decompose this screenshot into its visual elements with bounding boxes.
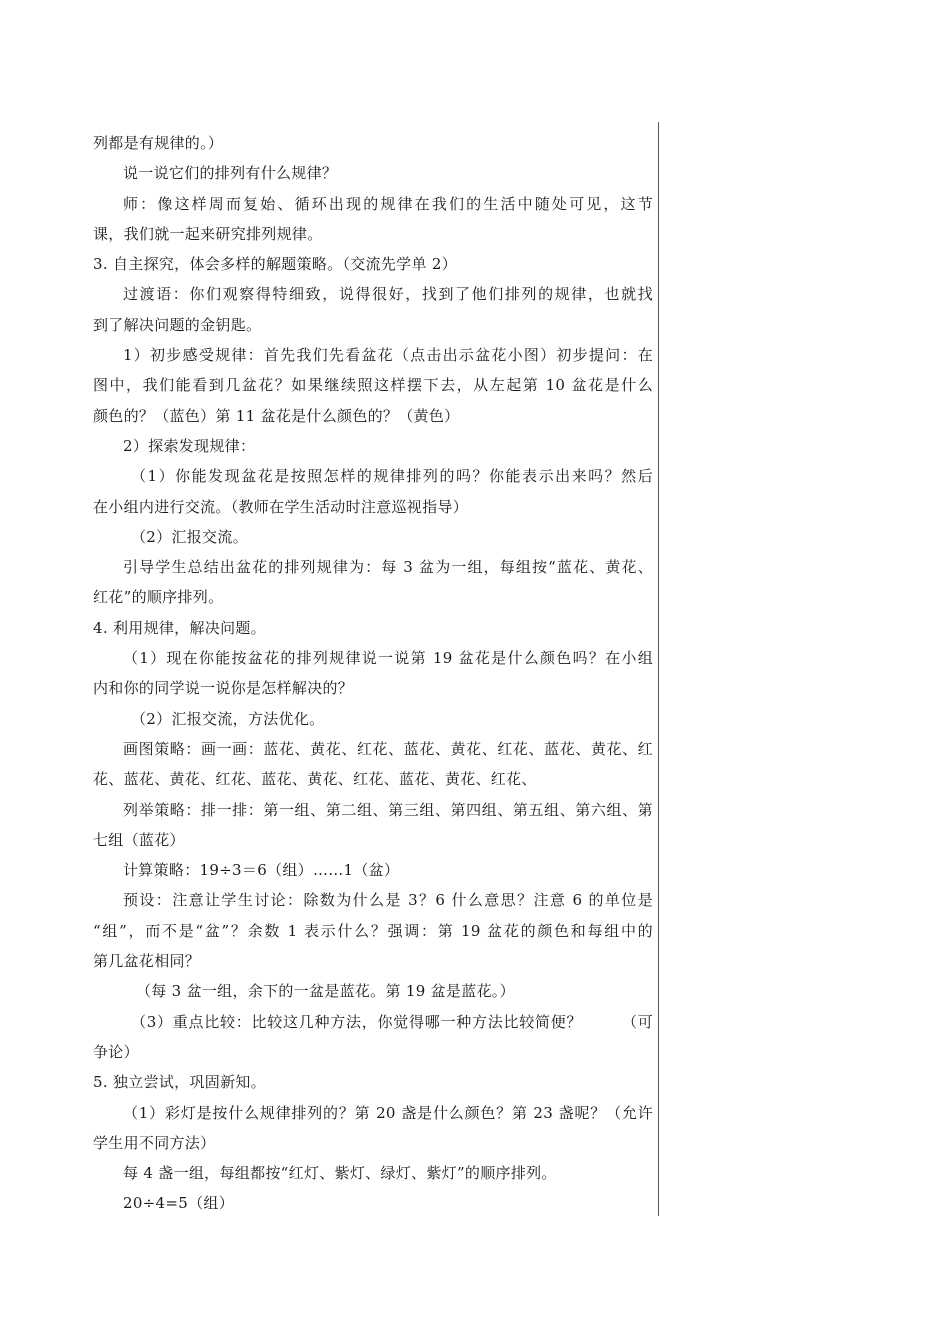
text-line: 画图策略：画一画：蓝花、黄花、红花、蓝花、黄花、红花、蓝花、黄花、红: [123, 739, 653, 758]
text-line: 争论）: [93, 1042, 139, 1061]
text-line: 七组（蓝花）: [93, 830, 185, 849]
text-line: 1）初步感受规律：首先我们先看盆花（点击出示盆花小图）初步提问：在: [123, 346, 653, 365]
text-line: 2）探索发现规律：: [123, 436, 256, 455]
text-line: 课，我们就一起来研究排列规律。: [93, 224, 323, 243]
text-line: （1）你能发现盆花是按照怎样的规律排列的吗？你能表示出来吗？然后: [131, 467, 653, 486]
text-line: 列都是有规律的。）: [93, 134, 224, 152]
text-line: 20÷4=5（组）: [123, 1194, 235, 1213]
text-line: （每 3 盆一组，余下的一盆是蓝花。第 19 盆是蓝花。）: [136, 982, 515, 1001]
text-line: 在小组内进行交流。（教师在学生活动时注意巡视指导）: [93, 497, 469, 516]
text-line: 预设：注意让学生讨论：除数为什么是 3？6 什么意思？注意 6 的单位是: [123, 891, 653, 910]
text-line: （3）重点比较：比较这几种方法，你觉得哪一种方法比较简便？ （可: [131, 1012, 653, 1031]
text-line: 说一说它们的排列有什么规律？: [123, 164, 338, 183]
section-heading: 5. 独立尝试，巩固新知。: [93, 1073, 266, 1092]
text-line: 图中，我们能看到几盆花？如果继续照这样摆下去，从左起第 10 盆花是什么: [93, 376, 653, 395]
table-border-line: [658, 122, 659, 1216]
text-line: （1）彩灯是按什么规律排列的？第 20 盏是什么颜色？第 23 盏呢？（允许: [123, 1103, 653, 1122]
text-line: （2）汇报交流。: [131, 527, 248, 546]
text-line: （2）汇报交流，方法优化。: [131, 709, 325, 728]
text-line: 每 4 盏一组，每组都按“红灯、紫灯、绿灯、紫灯”的顺序排列。: [123, 1164, 557, 1183]
text-line: 计算策略：19÷3＝6（组）……1（盆）: [123, 861, 400, 880]
text-line: 花、蓝花、黄花、红花、蓝花、黄花、红花、蓝花、黄花、红花、: [93, 770, 537, 789]
text-line: 内和你的同学说一说你是怎样解决的？: [93, 679, 354, 698]
section-heading: 4. 利用规律，解决问题。: [93, 618, 266, 637]
lesson-content: [93, 128, 653, 1219]
text-line: “组”，而不是“盆”？余数 1 表示什么？强调：第 19 盆花的颜色和每组中的: [93, 921, 653, 940]
text-line: 第几盆花相同？: [93, 952, 201, 971]
text-line: 列举策略：排一排：第一组、第二组、第三组、第四组、第五组、第六组、第: [123, 800, 653, 819]
section-heading: 3. 自主探究，体会多样的解题策略。（交流先学单 2）: [93, 255, 457, 274]
text-line: 引导学生总结出盆花的排列规律为：每 3 盆为一组，每组按“蓝花、黄花、: [123, 558, 653, 577]
text-line: 颜色的？（蓝色）第 11 盆花是什么颜色的？（黄色）: [93, 406, 460, 425]
text-line: 学生用不同方法）: [93, 1133, 216, 1152]
text-line: 红花”的顺序排列。: [93, 588, 224, 607]
text-line: 师：像这样周而复始、循环出现的规律在我们的生活中随处可见，这节: [123, 194, 653, 213]
text-line: 到了解决问题的金钥匙。: [93, 315, 262, 334]
text-line: 过渡语：你们观察得特细致，说得很好，找到了他们排列的规律，也就找: [123, 285, 653, 304]
text-line: （1）现在你能按盆花的排列规律说一说第 19 盆花是什么颜色吗？在小组: [123, 649, 653, 668]
